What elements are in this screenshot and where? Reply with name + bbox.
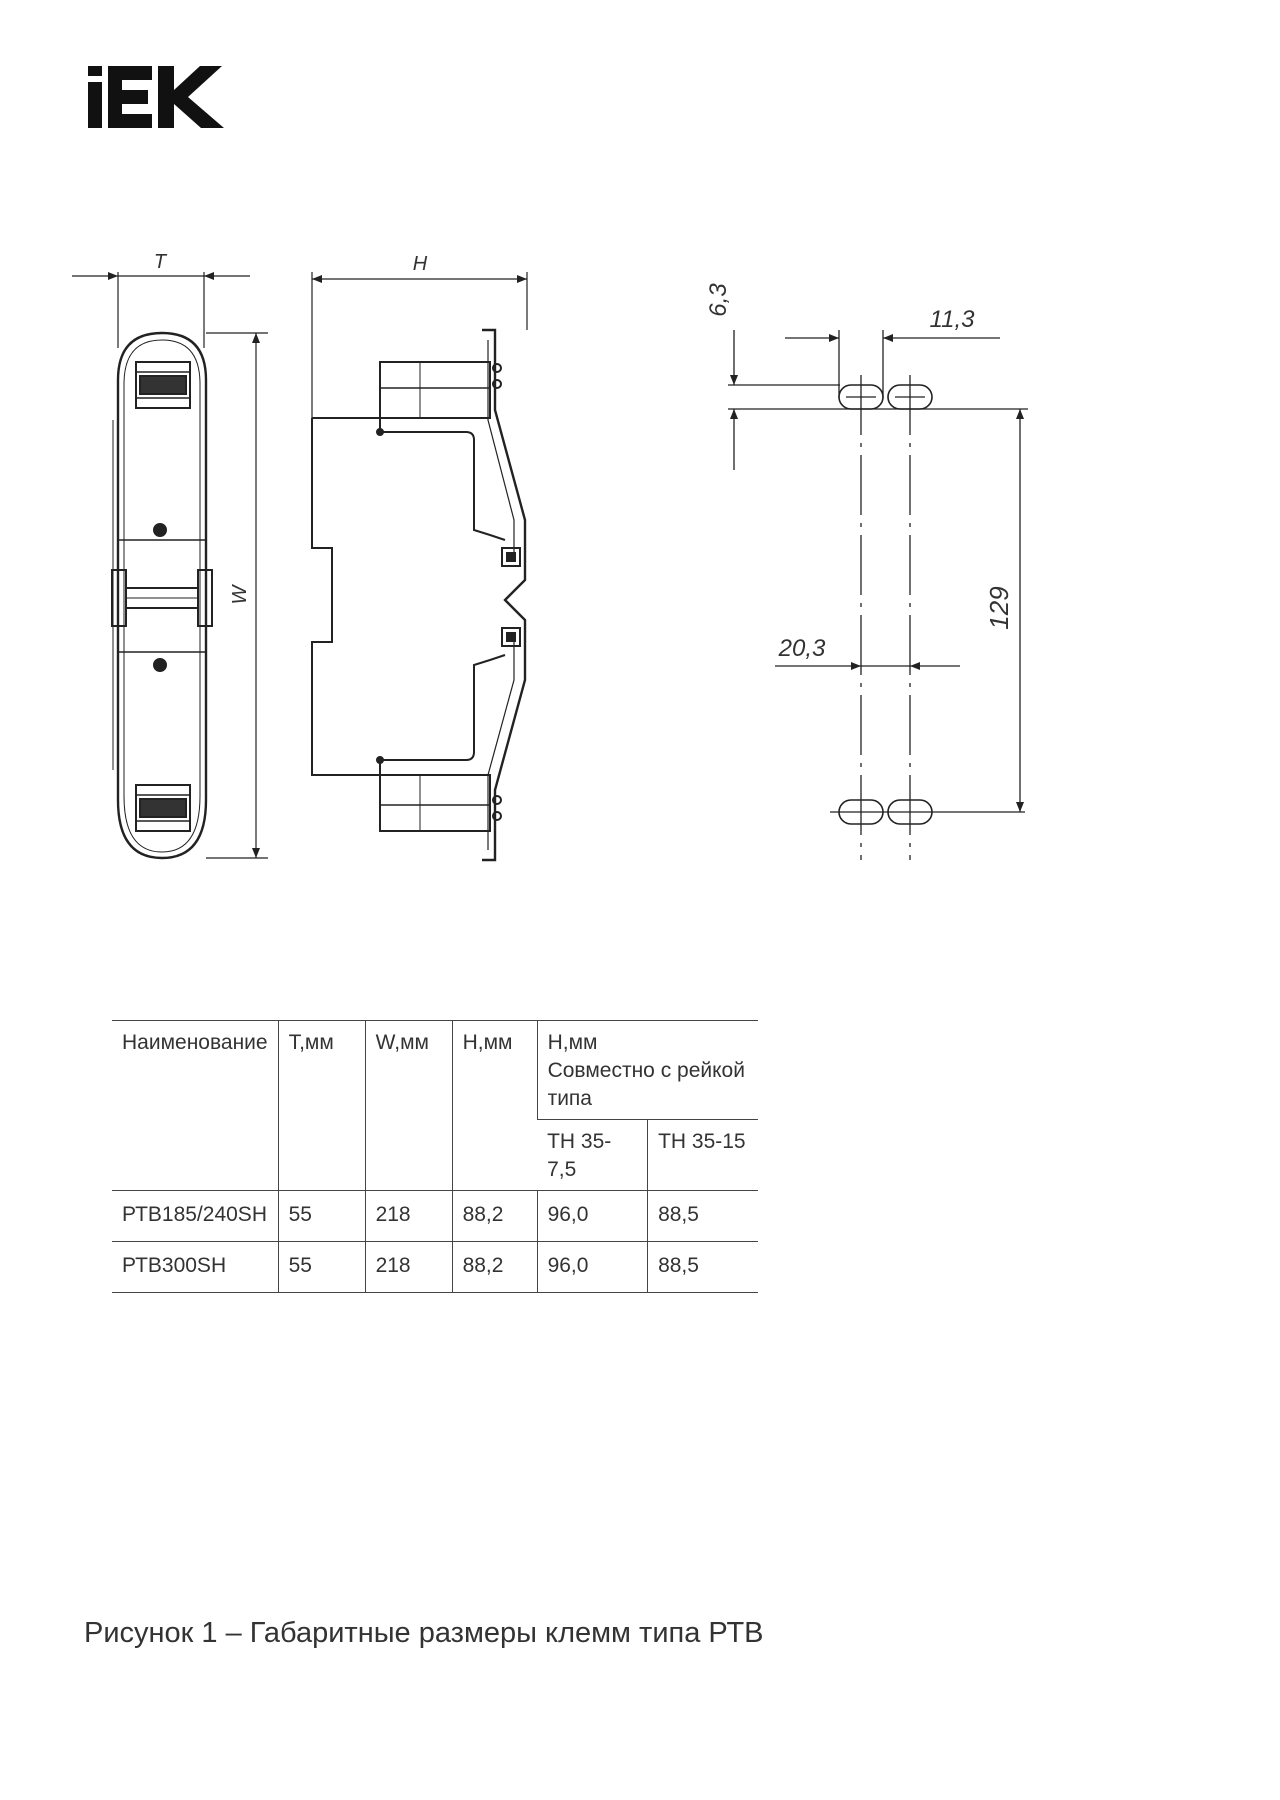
header-t: T,мм (278, 1021, 365, 1191)
dim-label-w: W (229, 585, 251, 605)
cell-th75: 96,0 (537, 1242, 648, 1293)
dim-label-t: T (153, 251, 167, 273)
header-w: W,мм (365, 1021, 452, 1191)
header-th-35-7-5: ТН 35-7,5 (537, 1120, 648, 1191)
mounting-layout (728, 330, 1028, 860)
cell-t: 55 (278, 1191, 365, 1242)
cell-th15: 88,5 (648, 1242, 759, 1293)
dim-label-vertical-spacing: 129 (984, 586, 1014, 630)
dim-label-h: H (412, 253, 428, 275)
table-row (112, 1191, 758, 1242)
header-th-35-15: ТН 35-15 (648, 1120, 759, 1191)
front-view (72, 272, 268, 858)
cell-w: 218 (365, 1191, 452, 1242)
dimensions-table (112, 1020, 758, 1293)
dim-label-slot-width: 11,3 (929, 306, 975, 333)
cell-h: 88,2 (452, 1191, 537, 1242)
cell-h: 88,2 (452, 1242, 537, 1293)
cell-w: 218 (365, 1242, 452, 1293)
figure-caption: Рисунок 1 – Габаритные размеры клемм типа РТВ (84, 1617, 764, 1649)
header-h: H,мм (452, 1021, 537, 1191)
cell-th15: 88,5 (648, 1191, 759, 1242)
cell-name: РТВ300SH (112, 1242, 278, 1293)
header-h-rail-desc: Совместно с рейкой типа (547, 1059, 745, 1110)
dim-label-slot-height: 6,3 (705, 283, 732, 317)
header-name: Наименование (112, 1021, 278, 1191)
cell-t: 55 (278, 1242, 365, 1293)
table-row (112, 1242, 758, 1293)
cell-name: РТВ185/240SH (112, 1191, 278, 1242)
header-h-rail (537, 1021, 758, 1120)
cell-th75: 96,0 (537, 1191, 648, 1242)
side-view (312, 272, 527, 860)
header-h-rail-unit: H,мм (547, 1031, 598, 1054)
dim-label-horizontal-spacing: 20,3 (778, 635, 826, 662)
